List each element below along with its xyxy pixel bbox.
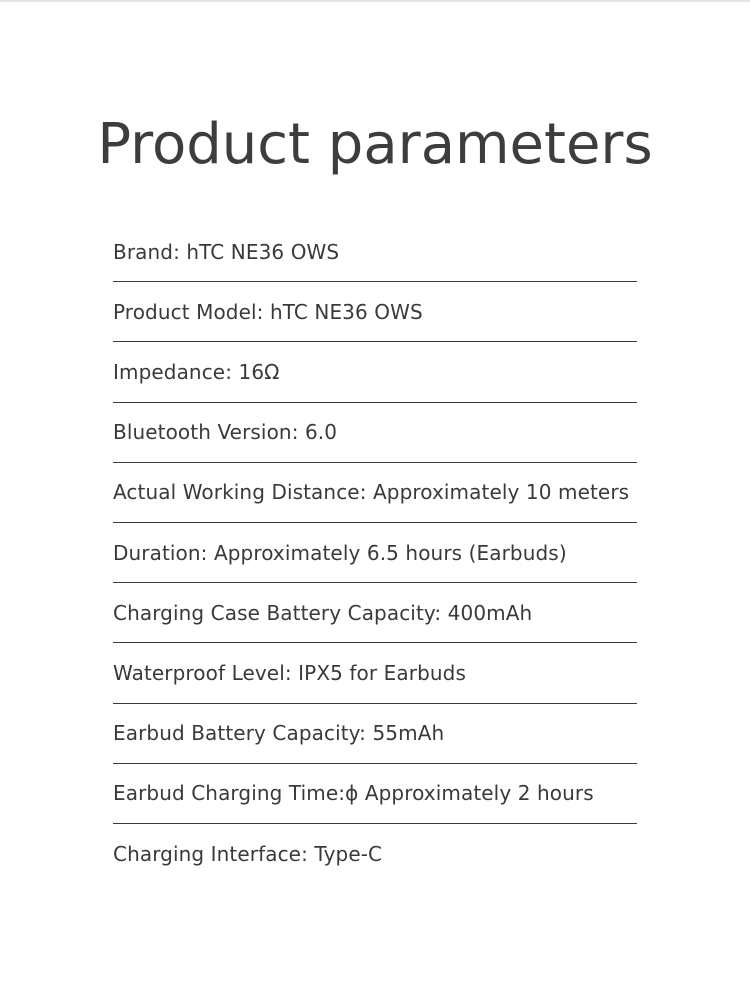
parameter-text: Impedance: 16Ω: [113, 359, 280, 384]
parameter-text: Bluetooth Version: 6.0: [113, 420, 338, 445]
parameter-text: Earbud Charging Time:ϕ Approximately 2 hours: [113, 781, 594, 806]
top-divider-strip: [0, 0, 750, 2]
parameter-row-brand: [113, 222, 637, 282]
parameter-row-charging-interface: [113, 824, 637, 884]
parameter-row-case-battery: [113, 583, 637, 643]
parameter-text: Earbud Battery Capacity: 55mAh: [113, 721, 445, 746]
parameter-row-waterproof: [113, 643, 637, 703]
parameter-row-duration: [113, 523, 637, 583]
parameter-row-product-model: [113, 282, 637, 342]
parameter-row-earbud-battery: [113, 704, 637, 764]
parameter-text: Product Model: hTC NE36 OWS: [113, 299, 423, 324]
parameter-text: Waterproof Level: IPX5 for Earbuds: [113, 660, 466, 685]
parameter-row-working-distance: [113, 463, 637, 523]
parameter-text: Charging Interface: Type-C: [113, 841, 383, 866]
parameter-row-charging-time: [113, 764, 637, 824]
page-title: Product parameters: [97, 112, 653, 177]
parameter-text: Duration: Approximately 6.5 hours (Earbuds): [113, 540, 567, 565]
parameter-text: Charging Case Battery Capacity: 400mAh: [113, 600, 533, 625]
parameter-text: Brand: hTC NE36 OWS: [113, 239, 340, 264]
parameter-text: Actual Working Distance: Approximately 10 meters: [113, 480, 630, 505]
parameter-list: [113, 222, 637, 884]
parameter-row-impedance: [113, 342, 637, 402]
parameter-row-bluetooth-version: [113, 403, 637, 463]
